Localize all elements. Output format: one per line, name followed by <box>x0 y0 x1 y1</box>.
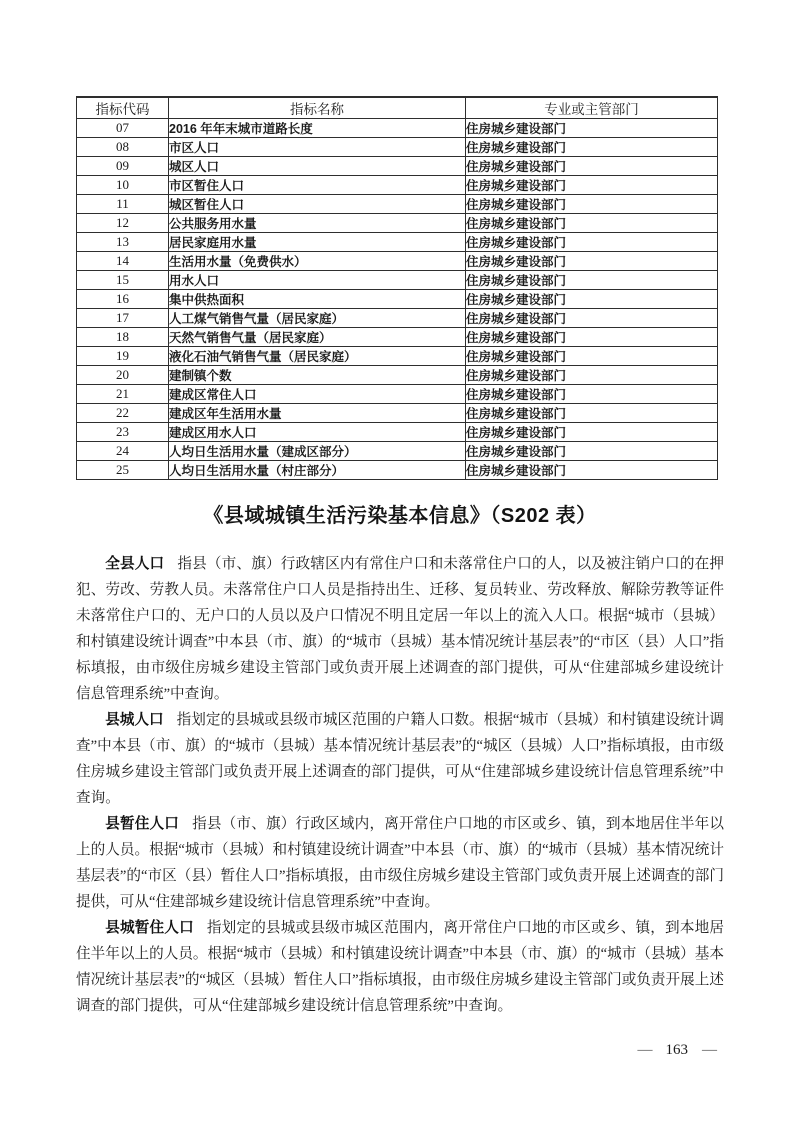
row-indicator-name: 建制镇个数 <box>169 366 466 385</box>
footer-dash-left: — <box>637 1042 652 1058</box>
page-number <box>638 1042 717 1059</box>
table-row <box>77 404 718 423</box>
row-department: 住房城乡建设部门 <box>466 157 718 176</box>
definition-paragraph <box>76 915 724 1019</box>
row-indicator-name: 公共服务用水量 <box>169 214 466 233</box>
row-indicator-name: 建成区用水人口 <box>169 423 466 442</box>
row-department: 住房城乡建设部门 <box>466 290 718 309</box>
definition-term: 县城人口 <box>105 712 164 728</box>
table-row <box>77 442 718 461</box>
table-row <box>77 119 718 138</box>
definition-paragraph <box>76 551 724 707</box>
page-number-value: 163 <box>665 1042 688 1058</box>
row-code: 11 <box>77 195 169 214</box>
definition-term: 全县人口 <box>105 556 165 572</box>
row-department: 住房城乡建设部门 <box>466 442 718 461</box>
definition-text: 指划定的县城或县级市城区范围的户籍人口数。根据“城市（县城）和村镇建设统计调查”中本县（市、旗）的“城市（县城）基本情况统计基层表”的“城区（县城）人口”指标填报，由市级住房城乡建设主管部门或负责开展上述调查的部门提供，可从“住建部城乡建设统计信息管理系统”中查询。 <box>76 712 724 806</box>
table-row <box>77 157 718 176</box>
row-code: 19 <box>77 347 169 366</box>
row-code: 17 <box>77 309 169 328</box>
definition-text: 指县（市、旗）行政辖区内有常住户口和未落常住户口的人，以及被注销户口的在押犯、劳改、劳教人员。未落常住户口人员是指持出生、迁移、复员转业、劳改释放、解除劳教等证件未落常住户口的、无户口的人员以及户口情况不明且定居一年以上的流入人口。根据“城市（县城）和村镇建设统计调查”中本县（市、旗）的“城市（县城）基本情况统计基层表”的“市区（县）人口”指标填报，由市级住房城乡建设主管部门或负责开展上述调查的部门提供，可从“住建部城乡建设统计信息管理系统”中查询。 <box>76 556 724 702</box>
table-row <box>77 233 718 252</box>
row-department: 住房城乡建设部门 <box>466 385 718 404</box>
row-indicator-name: 人均日生活用水量（建成区部分） <box>169 442 466 461</box>
header-department: 专业或主管部门 <box>466 97 718 119</box>
row-indicator-name: 人工煤气销售气量（居民家庭） <box>169 309 466 328</box>
table-row <box>77 138 718 157</box>
row-code: 25 <box>77 461 169 480</box>
row-department: 住房城乡建设部门 <box>466 404 718 423</box>
row-department: 住房城乡建设部门 <box>466 461 718 480</box>
page-content <box>76 96 724 1019</box>
row-department: 住房城乡建设部门 <box>466 138 718 157</box>
row-code: 23 <box>77 423 169 442</box>
row-department: 住房城乡建设部门 <box>466 366 718 385</box>
row-indicator-name: 液化石油气销售气量（居民家庭） <box>169 347 466 366</box>
table-row <box>77 385 718 404</box>
row-indicator-name: 建成区常住人口 <box>169 385 466 404</box>
row-indicator-name: 用水人口 <box>169 271 466 290</box>
row-department: 住房城乡建设部门 <box>466 176 718 195</box>
row-code: 07 <box>77 119 169 138</box>
row-indicator-name: 城区暂住人口 <box>169 195 466 214</box>
section-title: 《县域城镇生活污染基本信息》（S202 表） <box>203 505 597 527</box>
indicator-table-body <box>77 119 718 480</box>
table-row <box>77 366 718 385</box>
row-code: 14 <box>77 252 169 271</box>
table-row <box>77 252 718 271</box>
definition-text: 指县（市、旗）行政区域内，离开常住户口地的市区或乡、镇，到本地居住半年以上的人员。根据“城市（县城）和村镇建设统计调查”中本县（市、旗）的“城市（县城）基本情况统计基层表”的“市区（县）暂住人口”指标填报，由市级住房城乡建设主管部门或负责开展上述调查的部门提供，可从“住建部城乡建设统计信息管理系统”中查询。 <box>76 816 724 910</box>
row-code: 18 <box>77 328 169 347</box>
row-code: 21 <box>77 385 169 404</box>
definition-term: 县城暂住人口 <box>105 920 194 936</box>
row-indicator-name: 2016 年年末城市道路长度 <box>169 119 466 138</box>
table-row <box>77 214 718 233</box>
row-indicator-name: 市区暂住人口 <box>169 176 466 195</box>
footer-dash-right: — <box>702 1042 716 1058</box>
row-department: 住房城乡建设部门 <box>466 195 718 214</box>
row-department: 住房城乡建设部门 <box>466 328 718 347</box>
table-row <box>77 461 718 480</box>
indicator-table <box>76 96 718 480</box>
row-code: 12 <box>77 214 169 233</box>
row-code: 10 <box>77 176 169 195</box>
row-department: 住房城乡建设部门 <box>466 214 718 233</box>
row-department: 住房城乡建设部门 <box>466 252 718 271</box>
row-department: 住房城乡建设部门 <box>466 423 718 442</box>
row-code: 24 <box>77 442 169 461</box>
row-indicator-name: 建成区年生活用水量 <box>169 404 466 423</box>
table-row <box>77 176 718 195</box>
row-code: 22 <box>77 404 169 423</box>
table-header-row <box>77 97 718 119</box>
table-row <box>77 195 718 214</box>
definitions <box>76 551 724 1019</box>
row-department: 住房城乡建设部门 <box>466 271 718 290</box>
row-indicator-name: 城区人口 <box>169 157 466 176</box>
row-indicator-name: 集中供热面积 <box>169 290 466 309</box>
row-department: 住房城乡建设部门 <box>466 347 718 366</box>
row-code: 09 <box>77 157 169 176</box>
definition-term: 县暂住人口 <box>105 816 180 832</box>
row-code: 20 <box>77 366 169 385</box>
table-row <box>77 347 718 366</box>
row-department: 住房城乡建设部门 <box>466 119 718 138</box>
table-row <box>77 423 718 442</box>
row-indicator-name: 市区人口 <box>169 138 466 157</box>
row-indicator-name: 天然气销售气量（居民家庭） <box>169 328 466 347</box>
table-row <box>77 328 718 347</box>
definition-paragraph <box>76 707 724 811</box>
table-row <box>77 290 718 309</box>
table-row <box>77 309 718 328</box>
row-code: 16 <box>77 290 169 309</box>
row-indicator-name: 生活用水量（免费供水） <box>169 252 466 271</box>
row-indicator-name: 人均日生活用水量（村庄部分） <box>169 461 466 480</box>
row-code: 08 <box>77 138 169 157</box>
row-indicator-name: 居民家庭用水量 <box>169 233 466 252</box>
row-code: 13 <box>77 233 169 252</box>
row-department: 住房城乡建设部门 <box>466 309 718 328</box>
row-code: 15 <box>77 271 169 290</box>
header-indicator-code: 指标代码 <box>77 97 169 119</box>
header-indicator-name: 指标名称 <box>169 97 466 119</box>
definition-paragraph <box>76 811 724 915</box>
definition-text: 指划定的县城或县级市城区范围内，离开常住户口地的市区或乡、镇，到本地居住半年以上的人员。根据“城市（县城）和村镇建设统计调查”中本县（市、旗）的“城市（县城）基本情况统计基层表”的“城区（县城）暂住人口”指标填报，由市级住房城乡建设主管部门或负责开展上述调查的部门提供，可从“住建部城乡建设统计信息管理系统”中查询。 <box>76 920 724 1014</box>
row-department: 住房城乡建设部门 <box>466 233 718 252</box>
table-row <box>77 271 718 290</box>
